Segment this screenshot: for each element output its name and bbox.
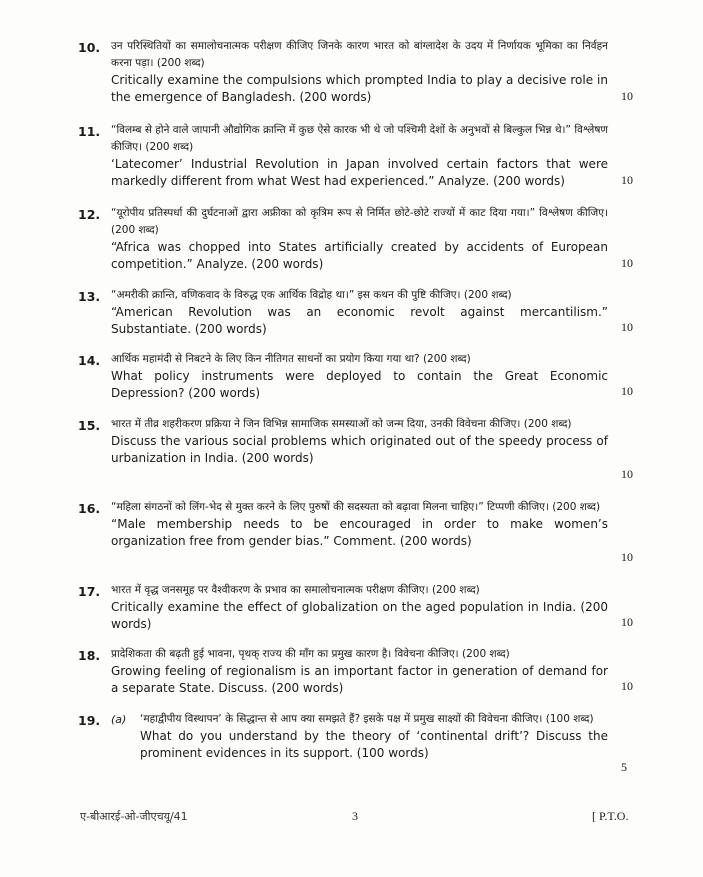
question-marks: 10 (621, 89, 633, 103)
question-english: “American Revolution was an economic revolt against mercantilism.” Substantiate. (200 words) (111, 305, 608, 336)
question-english: Critically examine the effect of globalization on the aged population in India. (200 words) (111, 600, 608, 631)
question-number: 15. (78, 418, 101, 433)
question-marks: 10 (621, 679, 633, 693)
question-marks: 10 (621, 173, 633, 187)
question-english: “Africa was chopped into States artificially created by accidents of European competition.” Analyze. (200 words) (111, 240, 608, 271)
question-part-label: (a) (111, 713, 127, 726)
question-hindi: भारत में वृद्ध जनसमूह पर वैश्वीकरण के प्रभाव का समालोचनात्मक परीक्षण कीजिए। (200 शब्द) (111, 584, 480, 596)
question-english: Critically examine the compulsions which prompted India to play a decisive role in the emergence of Bangladesh. (200 words) (111, 73, 608, 104)
question-hindi: “अमरीकी क्रान्ति, वणिकवाद के विरुद्ध एक आर्थिक विद्रोह था।” इस कथन की पुष्टि कीजिए। (200 शब्द) (111, 289, 512, 301)
question-number: 11. (78, 124, 101, 139)
question-marks: 10 (621, 467, 633, 481)
question-english: What policy instruments were deployed to contain the Great Economic Depression? (200 words) (111, 369, 608, 400)
question-english: What do you understand by the theory of ‘continental drift’? Discuss the prominent evidences in its support. (100 words) (140, 729, 608, 760)
question-hindi: आर्थिक महामंदी से निबटने के लिए किन नीतिगत साधनों का प्रयोग किया गया था? (200 शब्द) (111, 353, 471, 365)
question-number: 13. (78, 289, 101, 304)
question-number: 19. (78, 713, 101, 728)
please-turn-over: [ P.T.O. (592, 809, 629, 823)
question-english: Growing feeling of regionalism is an important factor in generation of demand for a separate State. Discuss. (200 words) (111, 664, 608, 695)
question-number: 17. (78, 584, 101, 599)
paper-code: ए-बीआरई-ओ-जीएचयू/41 (80, 810, 188, 823)
question-number: 10. (78, 40, 101, 55)
page-number: 3 (352, 809, 358, 823)
question-number: 16. (78, 501, 101, 516)
question-marks: 10 (621, 256, 633, 270)
question-number: 12. (78, 207, 101, 222)
question-hindi: ‘महाद्वीपीय विस्थापन’ के सिद्धान्त से आप क्या समझते हैं? इसके पक्ष में प्रमुख साक्ष्यों की विवेचना कीजिए। (100 शब्द) (140, 713, 594, 725)
question-hindi: “महिला संगठनों को लिंग-भेद से मुक्त करने के लिए पुरुषों की सदस्यता को बढ़ावा मिलना चाहिए।” टिप्पणी कीजिए। (200 शब्द) (111, 501, 601, 513)
question-marks: 10 (621, 384, 633, 398)
question-marks: 5 (621, 760, 627, 774)
question-hindi: प्रादेशिकता की बढ़ती हुई भावना, पृथक् राज्य की माँग का प्रमुख कारण है। विवेचना कीजिए। (200 शब्द) (111, 648, 510, 660)
question-number: 14. (78, 353, 101, 368)
question-english: ‘Latecomer’ Industrial Revolution in Japan involved certain factors that were markedly different from what West had experienced.” Analyze. (200 words) (111, 157, 608, 188)
question-hindi: “यूरोपीय प्रतिस्पर्धा की दुर्घटनाओं द्वारा अफ्रीका को कृत्रिम रूप से निर्मित छोटे-छोटे राज्यों में काट दिया गया।” विश्लेषण कीजिए। (200 शब्द) (111, 207, 608, 236)
question-hindi: उन परिस्थितियों का समालोचनात्मक परीक्षण कीजिए जिनके कारण भारत को बांग्लादेश के उदय में निर्णायक भूमिका का निर्वहन करना पड़ा। (200 शब्द) (111, 40, 608, 69)
question-hindi: भारत में तीव्र शहरीकरण प्रक्रिया ने जिन विभिन्न सामाजिक समस्याओं को जन्म दिया, उनकी विवेचना कीजिए। (200 शब्द) (111, 418, 572, 430)
question-marks: 10 (621, 320, 633, 334)
question-number: 18. (78, 648, 101, 663)
question-english: Discuss the various social problems which originated out of the speedy process of urbanization in India. (200 words) (111, 434, 608, 465)
question-english: “Male membership needs to be encouraged in order to make women’s organization free from gender bias.” Comment. (200 words) (111, 517, 608, 548)
question-marks: 10 (621, 615, 633, 629)
question-marks: 10 (621, 550, 633, 564)
question-hindi: “विलम्ब से होने वाले जापानी औद्योगिक क्रान्ति में कुछ ऐसे कारक भी थे जो पश्चिमी देशों के अनुभवों से बिल्कुल भिन्न थे।” विश्लेषण कीजिए। (200 शब्द) (111, 124, 608, 153)
